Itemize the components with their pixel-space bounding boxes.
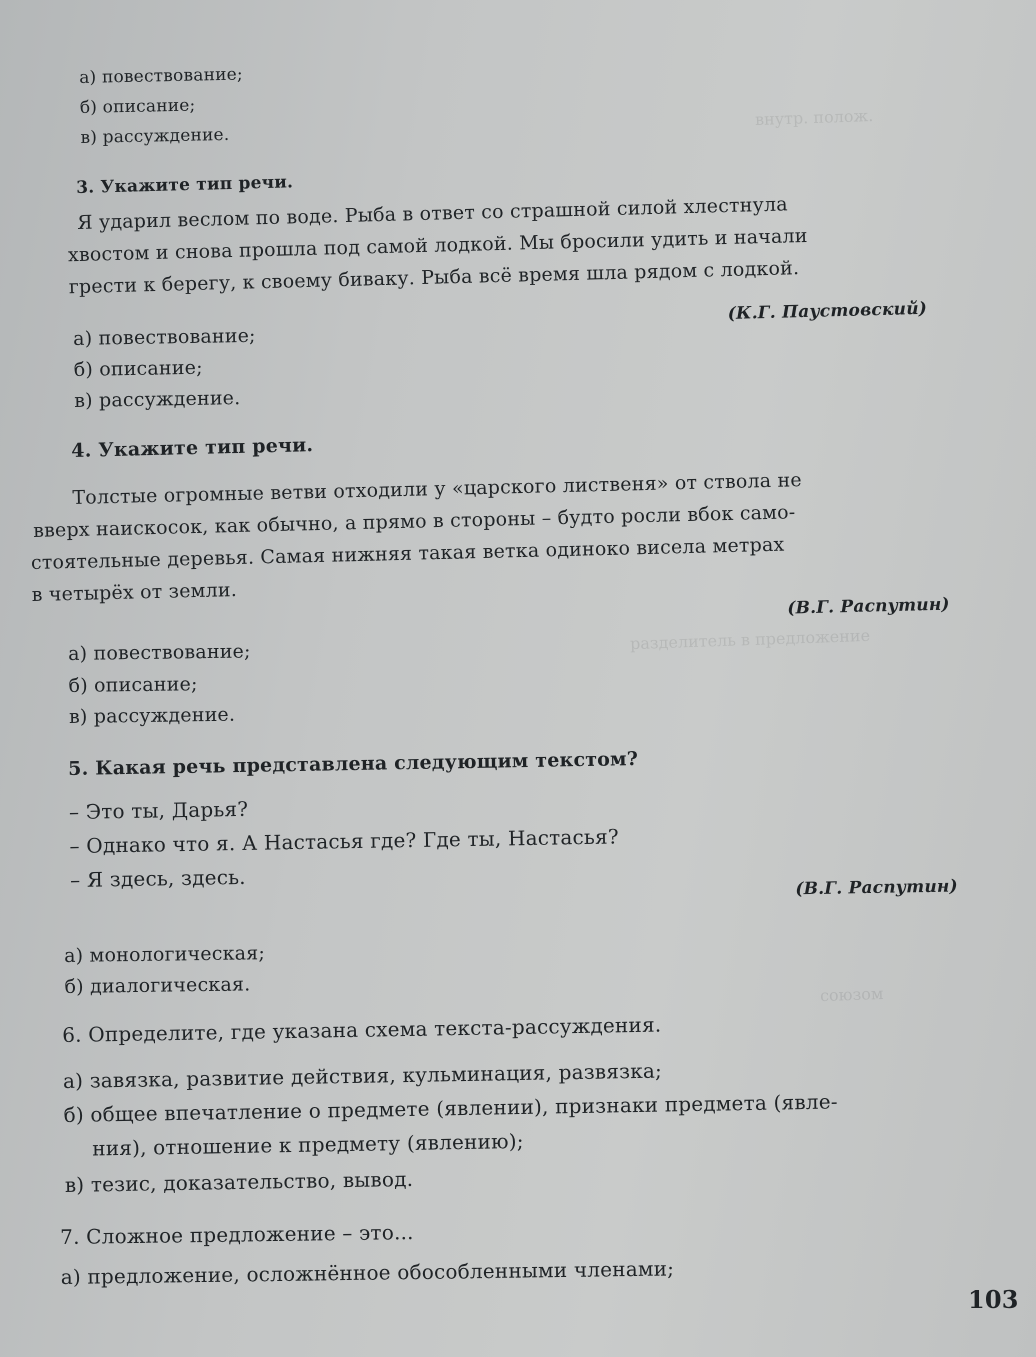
q5-option-a: а) монологическая; xyxy=(64,942,266,967)
show-through-text: союзом xyxy=(819,983,884,1006)
q4-text-line: в четырёх от земли. xyxy=(31,578,238,607)
q3-author: (К.Г. Паустовский) xyxy=(727,298,928,324)
q2-option-a: а) повествование; xyxy=(79,64,244,88)
q5-dialogue-line: – Это ты, Дарья? xyxy=(68,796,249,824)
q4-option-a: а) повествование; xyxy=(68,640,251,665)
q3-text-line: хвостом и снова прошла под самой лодкой. Мы бросили удить и начали xyxy=(67,224,808,267)
q2-option-c: в) рассуждение. xyxy=(80,124,230,148)
q6-option-c: в) тезис, доказательство, вывод. xyxy=(64,1166,414,1197)
q4-title: 4. Укажите тип речи. xyxy=(71,434,314,462)
q3-option-a: а) повествование; xyxy=(73,324,256,350)
q5-author: (В.Г. Распутин) xyxy=(795,876,958,900)
q6-option-b-cont: ния), отношение к предмету (явлению); xyxy=(91,1128,524,1161)
q3-text-line: Я ударил веслом по воде. Рыба в ответ со страшной силой хлестнула xyxy=(76,193,789,234)
q6-option-a: а) завязка, развитие действия, кульминация, развязка; xyxy=(62,1058,663,1093)
q3-text-line: грести к берегу, к своему биваку. Рыба всё время шла рядом с лодкой. xyxy=(68,257,800,299)
q3-option-b: б) описание; xyxy=(73,356,203,381)
q4-text-line: Толстые огромные ветви отходили у «царского лиственя» от ствола не xyxy=(72,469,803,509)
q6-title: 6. Определите, где указана схема текста-рассуждения. xyxy=(62,1012,662,1047)
q5-dialogue-line: – Однако что я. А Настасья где? Где ты, Настасья? xyxy=(69,824,619,858)
q7-option-a: а) предложение, осложнённое обособленными членами; xyxy=(60,1256,675,1289)
q4-option-b: б) описание; xyxy=(68,673,198,697)
q4-option-c: в) рассуждение. xyxy=(68,703,236,728)
q4-author: (В.Г. Распутин) xyxy=(787,594,950,619)
show-through-text: внутр. полож. xyxy=(754,105,874,130)
show-through-text: разделитель в предложение xyxy=(629,625,871,654)
q4-text-line: вверх наискосок, как обычно, а прямо в стороны – будто росли вбок само- xyxy=(32,501,796,542)
q2-option-b: б) описание; xyxy=(79,95,196,118)
q7-title: 7. Сложное предложение – это... xyxy=(60,1220,414,1249)
page-number: 103 xyxy=(968,1285,1019,1314)
q5-option-b: б) диалогическая. xyxy=(64,973,251,998)
q4-text-line: стоятельные деревья. Самая нижняя такая ветка одиноко висела метрах xyxy=(30,533,785,575)
q6-option-b: б) общее впечатление о предмете (явлении), признаки предмета (явле- xyxy=(63,1089,838,1127)
q5-title: 5. Какая речь представлена следующим текстом? xyxy=(68,748,639,780)
q5-dialogue-line: – Я здесь, здесь. xyxy=(69,864,246,892)
q3-option-c: в) рассуждение. xyxy=(74,387,241,412)
q3-title: 3. Укажите тип речи. xyxy=(76,172,294,198)
